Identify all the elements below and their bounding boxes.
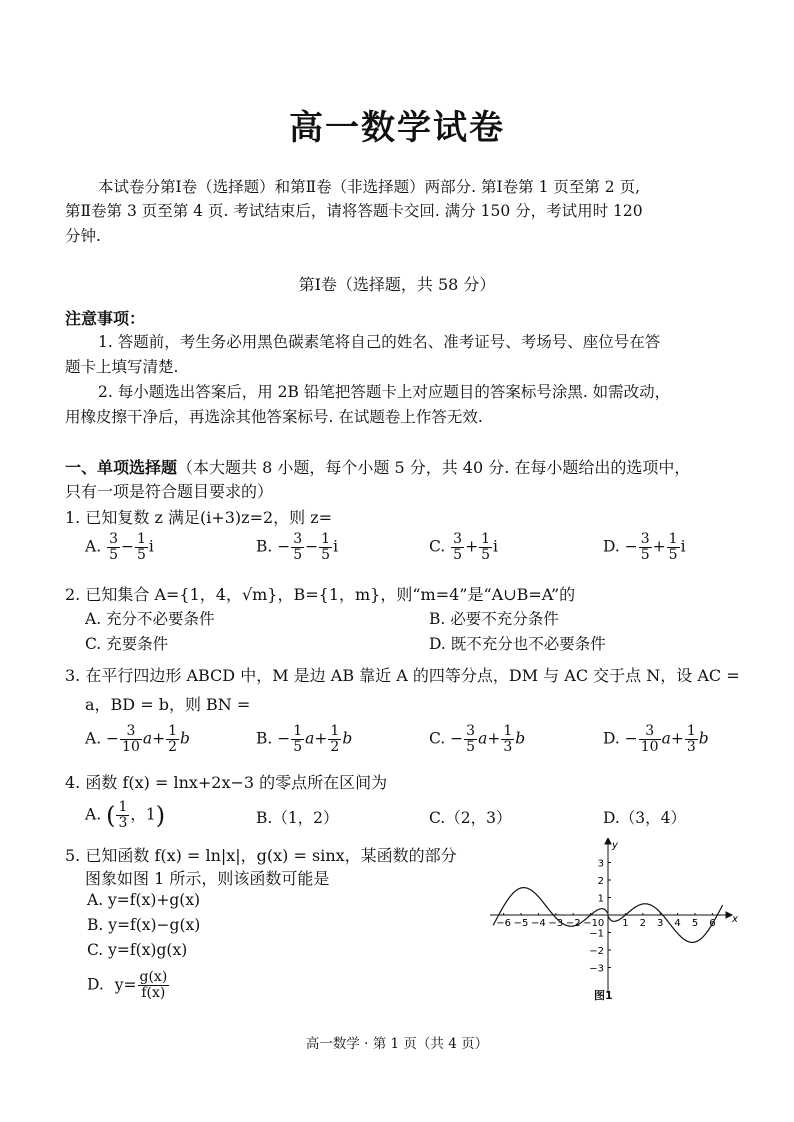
notice-item-2-line-1: 2. 每小题选出答案后，用 2B 铅笔把答题卡上对应题目的答案标号涂黑. 如需改动， <box>98 383 671 401</box>
q3-option-a[interactable]: A. − $\frac{3}{10}$ a+ $\frac{1}{2}$ b <box>85 723 190 755</box>
q1-option-d[interactable]: D. − $\frac{3}{5}$ + $\frac{1}{5}$ i <box>603 531 686 563</box>
q4-option-a-label: A. <box>85 805 102 824</box>
y-tick-label: −1 <box>589 928 604 940</box>
x-tick-label: −1 <box>583 918 598 929</box>
y-tick-label: 2 <box>597 876 604 887</box>
q2-option-c[interactable]: C. 充要条件 <box>85 635 169 653</box>
figure-caption: 图1 <box>594 989 613 1002</box>
q3-stem-1: 3. 在平行四边形 ABCD 中，M 是边 AB 靠近 A 的四等分点，DM 与 AC 交于点 N，设 AC = <box>65 666 740 685</box>
q2-option-a[interactable]: A. 充分不必要条件 <box>85 610 215 628</box>
x-tick-label: 3 <box>657 918 664 929</box>
q2-stem: 2. 已知集合 A={1，4，√m}，B={1，m}，则“m=4”是“A∪B=A”的 <box>65 585 576 604</box>
x-tick-label: −5 <box>513 918 529 929</box>
q5-option-c[interactable]: C. y=f(x)g(x) <box>87 941 188 959</box>
notice-item-2-line-2: 用橡皮擦干净后，再选涂其他答案标号. 在试题卷上作答无效. <box>65 408 483 426</box>
x-tick-label: 6 <box>709 918 716 929</box>
x-tick-label: −4 <box>531 918 546 929</box>
y-tick-label: 3 <box>597 858 604 870</box>
q1-option-a[interactable]: A. $\frac{3}{5}$ − $\frac{1}{5}$ i <box>85 531 154 563</box>
q2-option-d[interactable]: D. 既不充分也不必要条件 <box>429 635 606 653</box>
q3-option-d-label: D. <box>603 729 620 748</box>
y-axis-arrow <box>605 838 611 844</box>
q3-stem-2: a，BD = b，则 BN = <box>85 695 251 714</box>
x-tick-label: 4 <box>674 918 681 929</box>
section1-desc-1: （本大题共 8 小题，每个小题 5 分，共 40 分. 在每小题给出的选项中， <box>177 458 691 477</box>
q4-stem: 4. 函数 f(x) = lnx+2x−3 的零点所在区间为 <box>65 773 388 792</box>
q5-option-d-label: D. <box>87 975 104 994</box>
q1-stem: 1. 已知复数 z 满足(i+3)z=2，则 z= <box>65 508 333 527</box>
q1-option-c[interactable]: C. $\frac{3}{5}$ + $\frac{1}{5}$ i <box>429 531 498 563</box>
intro-line-2: 第Ⅱ卷第 3 页至第 4 页. 考试结束后，请将答题卡交回. 满分 150 分，考试用时 120 <box>65 202 643 220</box>
section1-desc-2: 只有一项是符合题目要求的） <box>65 482 274 501</box>
y-axis-label: y <box>612 840 618 851</box>
x-tick-label: −6 <box>496 918 511 929</box>
q3-option-a-label: A. <box>85 729 102 748</box>
q1-option-c-label: C. <box>429 537 446 556</box>
section1-heading: 一、单项选择题 <box>65 458 178 477</box>
intro-line-3: 分钟. <box>65 227 101 245</box>
q5-stem-2: 图象如图 1 所示，则该函数可能是 <box>85 869 330 888</box>
q1-option-b-label: B. <box>256 537 273 556</box>
x-tick-label: −3 <box>548 918 564 929</box>
q5-stem-1: 5. 已知函数 f(x) = ln|x|，g(x) = sinx，某函数的部分 <box>65 846 457 865</box>
x-tick-label: 0 <box>597 918 605 929</box>
q2-option-b[interactable]: B. 必要不充分条件 <box>429 610 559 628</box>
q3-option-c[interactable]: C. − $\frac{3}{5}$ a+ $\frac{1}{3}$ b <box>429 723 526 755</box>
notice-item-1-line-2: 题卡上填写清楚. <box>65 358 179 376</box>
q3-option-c-label: C. <box>429 729 446 748</box>
q1-option-a-label: A. <box>85 537 102 556</box>
q3-option-b-label: B. <box>256 729 273 748</box>
page-footer: 高一数学 · 第 1 页（共 4 页） <box>305 1036 489 1052</box>
x-tick-label: 5 <box>691 918 699 929</box>
q4-option-d[interactable]: D.（3，4） <box>603 809 687 827</box>
x-tick-label: 2 <box>639 918 646 929</box>
x-tick-label: −2 <box>565 918 581 929</box>
q4-option-b[interactable]: B.（1，2） <box>256 809 339 827</box>
figure-1-graph <box>488 838 738 998</box>
part1-heading: 第Ⅰ卷（选择题，共 58 分） <box>298 275 496 294</box>
q5-option-a[interactable]: A. y=f(x)+g(x) <box>87 891 201 909</box>
notice-item-1-line-1: 1. 答题前，考生务必用黑色碳素笔将自己的姓名、准考证号、考场号、座位号在答 <box>98 333 661 351</box>
q5-option-b[interactable]: B. y=f(x)−g(x) <box>87 916 201 934</box>
q3-option-d[interactable]: D. − $\frac{3}{10}$ a+ $\frac{1}{3}$ b <box>603 723 709 755</box>
q1-option-d-label: D. <box>603 537 620 556</box>
y-tick-label: 1 <box>597 893 604 905</box>
section1-header <box>65 455 690 478</box>
q5-option-d[interactable]: D. y= $\frac{g(x)}{f(x)}$ <box>87 969 168 1001</box>
notice-heading: 注意事项： <box>65 309 146 328</box>
page-title: 高一数学试卷 <box>289 108 505 148</box>
intro-line-1: 本试卷分第Ⅰ卷（选择题）和第Ⅱ卷（非选择题）两部分. 第Ⅰ卷第 1 页至第 2 页, <box>98 178 640 196</box>
q4-option-a[interactable]: A. ( $\frac{1}{3}$ ，1) <box>85 799 166 831</box>
y-tick-label: −3 <box>589 963 604 975</box>
x-tick-label: 1 <box>622 918 629 929</box>
q3-option-b[interactable]: B. − $\frac{1}{5}$ a+ $\frac{1}{2}$ b <box>256 723 353 755</box>
q4-option-c[interactable]: C.（2，3） <box>429 809 512 827</box>
x-axis-label: x <box>732 914 738 925</box>
q1-option-b[interactable]: B. − $\frac{3}{5}$ − $\frac{1}{5}$ i <box>256 531 339 563</box>
y-tick-label: −2 <box>589 946 604 957</box>
